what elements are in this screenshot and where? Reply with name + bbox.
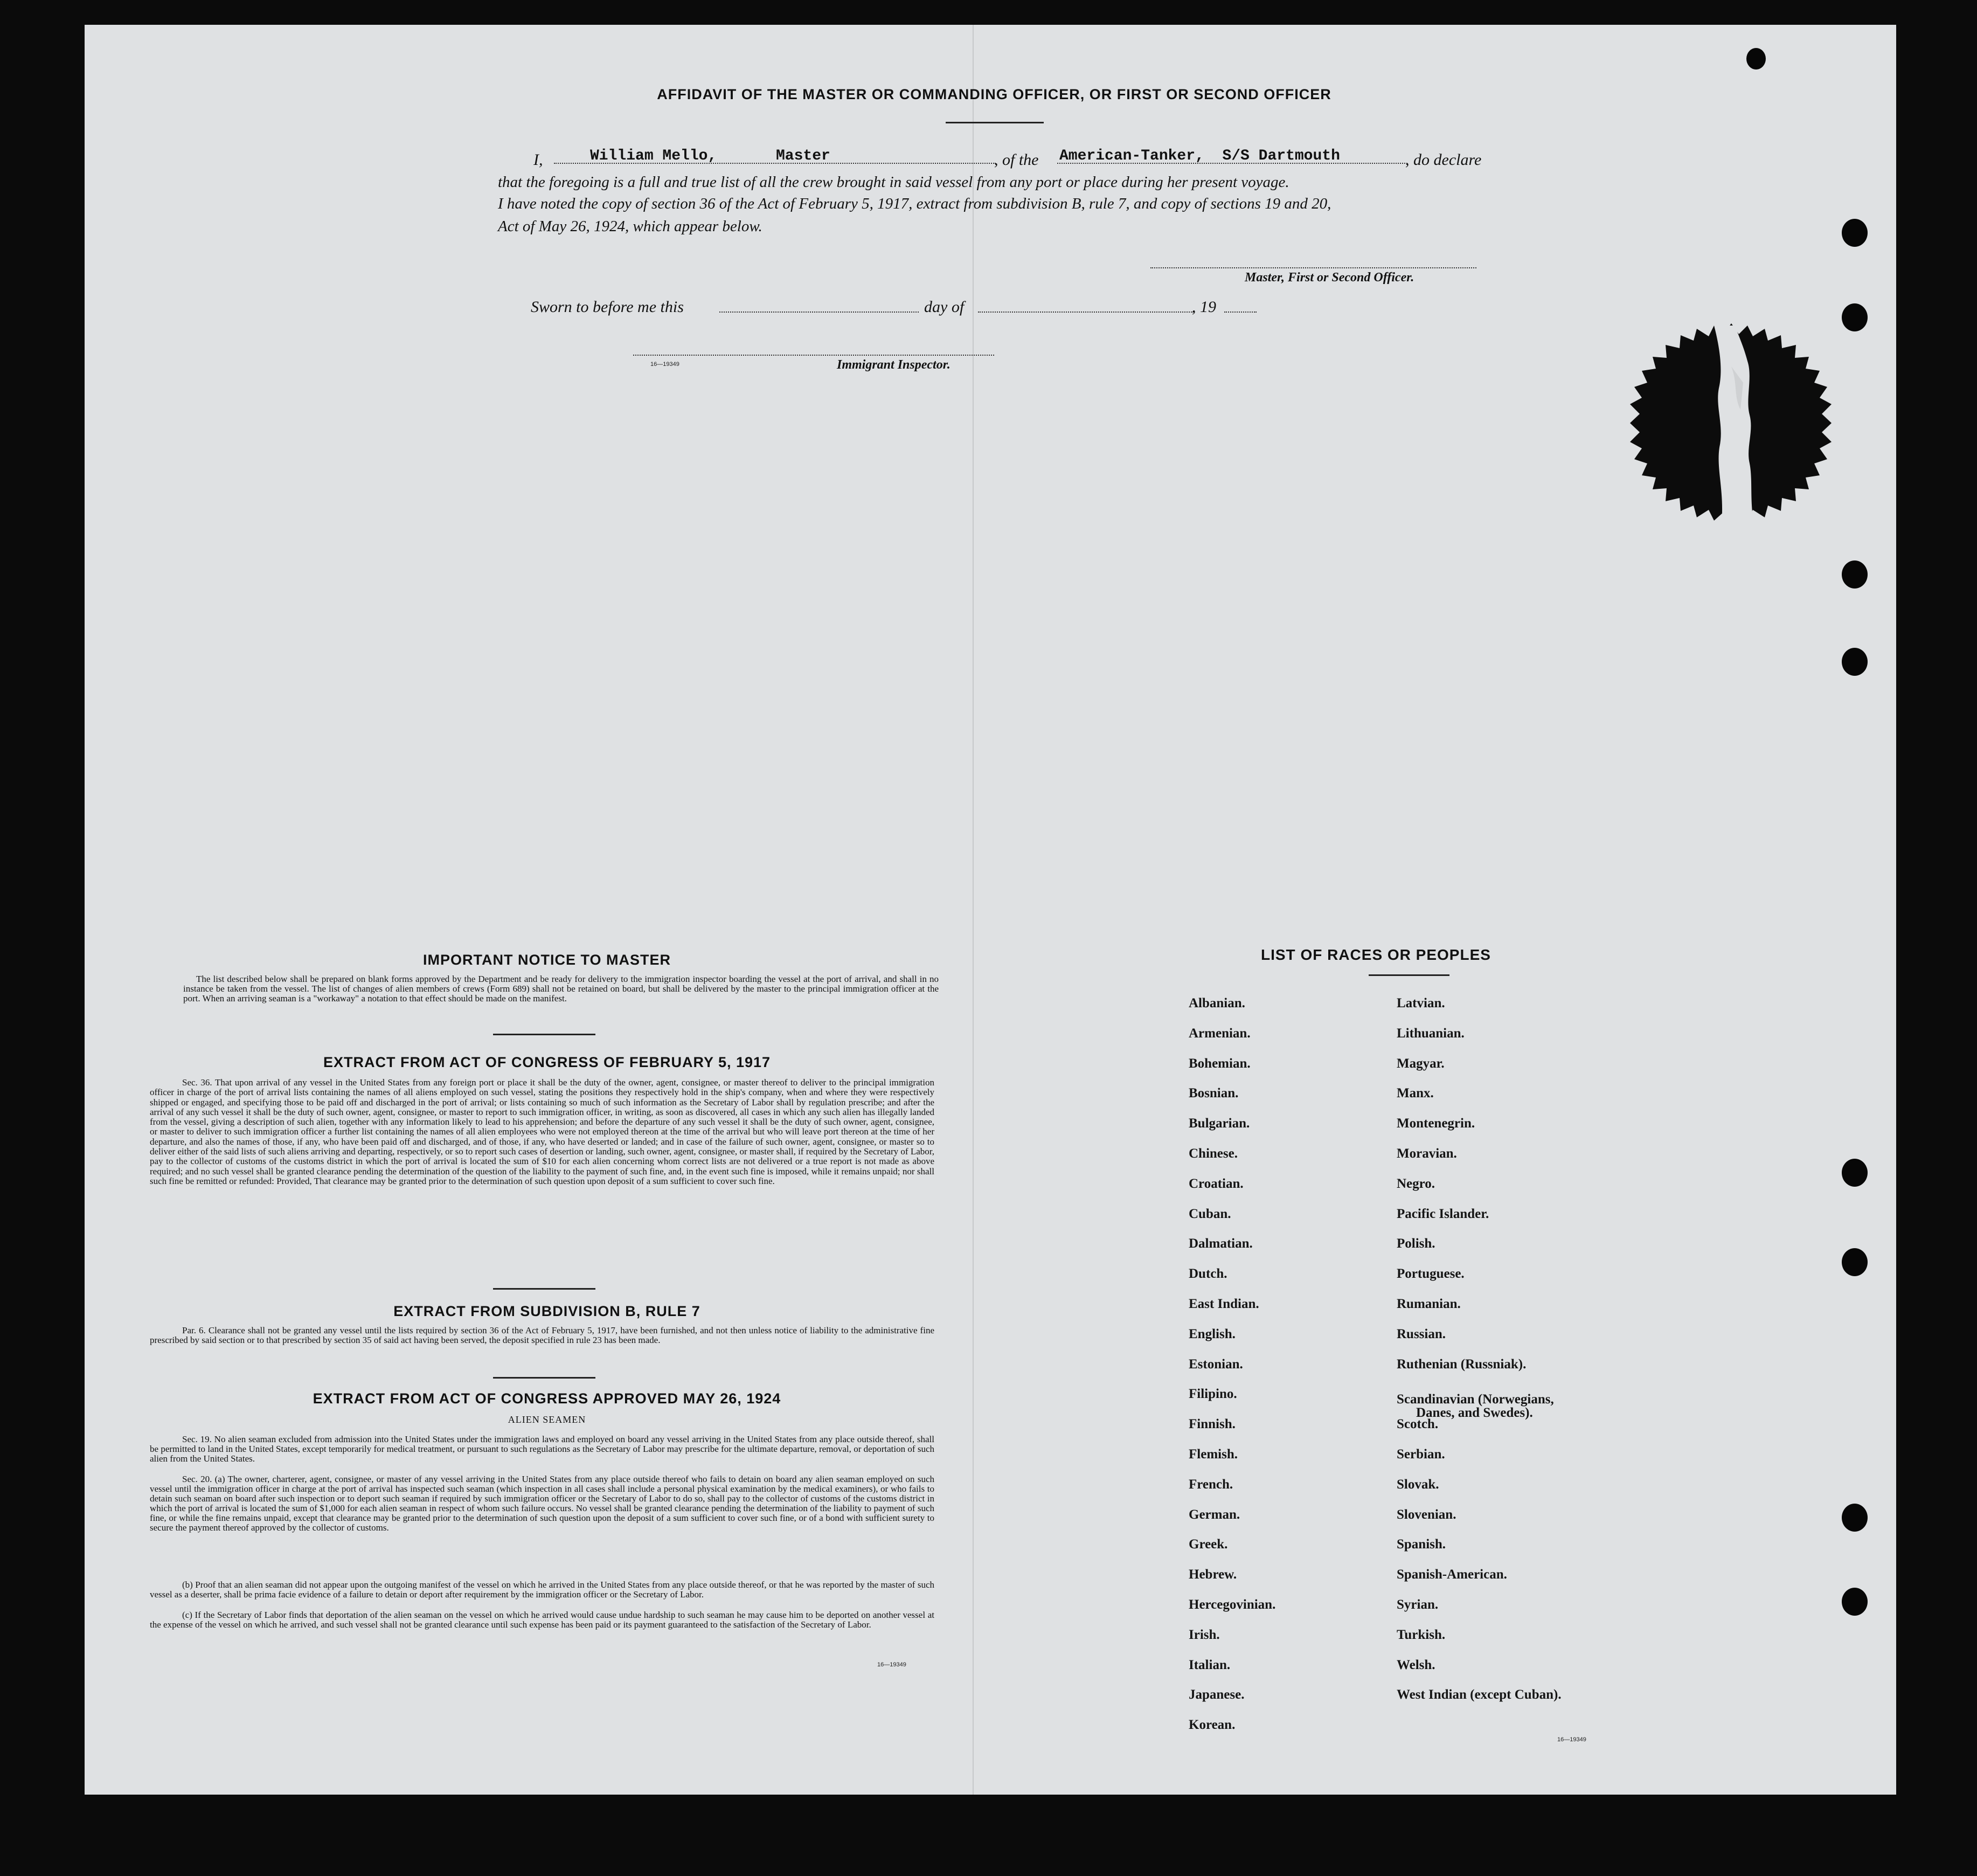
race-item: Chinese. [1189, 1146, 1238, 1161]
race-item: English. [1189, 1327, 1236, 1341]
punch-hole [1842, 1159, 1868, 1187]
master-name-field[interactable]: William Mello, [590, 148, 717, 164]
extract-1924-title: EXTRACT FROM ACT OF CONGRESS APPROVED MAY 26, 1924 [313, 1390, 781, 1407]
form-number: 16—19349 [1557, 1736, 1586, 1743]
race-item: Bosnian. [1189, 1086, 1239, 1100]
inspector-signature-line[interactable] [633, 355, 994, 356]
race-item: Croatian. [1189, 1176, 1244, 1191]
section-divider [493, 1377, 595, 1379]
race-item: Russian. [1397, 1327, 1446, 1341]
race-item: Montenegrin. [1397, 1116, 1475, 1131]
signature-caption: Master, First or Second Officer. [1245, 271, 1414, 285]
race-item: Italian. [1189, 1658, 1231, 1672]
race-item: Dalmatian. [1189, 1236, 1253, 1251]
race-item: Bulgarian. [1189, 1116, 1250, 1131]
extract-1924-sec20c: (c) If the Secretary of Labor finds that deportation of the alien seaman on the vessel on which he arrived would cause undue hardship to such seaman he may cause him to be deported on another vessel at the expense of the vessel on which he arrived, and such vessel shall not be granted clearance until such expense has been paid or its payment guaranteed to the satisfaction of the Secretary of Labor. [150, 1610, 934, 1630]
race-item: Moravian. [1397, 1146, 1457, 1161]
signature-line[interactable] [1150, 267, 1476, 268]
extract-1924-sec19: Sec. 19. No alien seaman excluded from admission into the United States under the immigration laws and employed on board any vessel arriving in the United States from any place outside thereof, shall be permitted to land in the United States, except temporarily for medical treatment, or pursuant to such regulations as the Secretary of Labor may prescribe for the ultimate departure, removal, or deportation of such alien from the United States. [150, 1434, 934, 1464]
race-item: Estonian. [1189, 1357, 1243, 1372]
extract-1924-sec20a: Sec. 20. (a) The owner, charterer, agent, consignee, or master of any vessel arriving in the United States from any place outside thereof who fails to detain on board any alien seaman employed on such vessel until the immigration officer in charge at the port of arrival has inspected such seaman (which inspection in all cases shall include a personal physical examination by the medical examiners), or who fails to detain such seaman on board after such inspection or to deport such seaman if required by such immigration officer or the Secretary of Labor to do so, shall pay to the collector of customs of the customs district in which the port of arrival is located the sum of $1,000 for each alien seaman in respect of whom such failure occurs. No vessel shall be granted clearance pending the determination of the liability to payment of such fine, or while the fine remains unpaid, except that clearance may be granted prior to the determination of such question upon the deposit of a sum sufficient to cover such fine, or of a bond with sufficient surety to secure the payment thereof approved by the collector of customs. [150, 1474, 934, 1533]
affidavit-line-4: Act of May 26, 1924, which appear below. [498, 218, 762, 235]
race-item: Serbian. [1397, 1447, 1445, 1462]
year-text: , 19 [1192, 298, 1216, 316]
affidavit-line-2: that the foregoing is a full and true list of all the crew brought in said vessel from any port or place during her present voyage. [498, 174, 1289, 191]
of-the-text: , of the [994, 151, 1039, 169]
day-of-text: day of [924, 298, 965, 316]
race-item: Hebrew. [1189, 1567, 1237, 1582]
race-item: Spanish. [1397, 1537, 1446, 1552]
punch-hole [1842, 1504, 1868, 1532]
extract-1917-body: Sec. 36. That upon arrival of any vessel in the United States from any foreign port or place it shall be the duty of the owner, agent, consignee, or master thereof to deliver to the principal immigration officer in charge of the port of arrival lists containing the names of all aliens employed on such vessel, stating the positions they respectively hold in the ship's company, when and where they were respectively shipped or engaged, and specifying those to be paid off and discharged in the port of arrival; or lists containing so much of such information as the Secretary of Labor shall by regulation prescribe; and after the arrival of any such vessel it shall be the duty of such owner, agent, consignee, or master to report to such immigration officer, in writing, as soon as discovered, all cases in which any such alien has illegally landed from the vessel, giving a description of such alien, together with any information likely to lead to his apprehension; and before the departure of any such vessel it shall be the duty of such owner, agent, consignee, or master to deliver to such immigration officer a further list containing the names of all alien employees who were not employed thereon at the time of the arrival but who will leave port thereon at the time of her departure, and also the names of those, if any, who have been paid off and discharged, and of those, if any, who have deserted or landed; and in case of the failure of such owner, agent, consignee, or master so to deliver either of the said lists of such aliens arriving and departing, respectively, or so to report such cases of desertion or landing, such owner, agent, consignee, or master shall, if required by the Secretary of Labor, pay to the collector of customs of the customs district in which the port of arrival is located the sum of $10 for each alien concerning whom correct lists are not delivered or a true report is not made as above required; and no such vessel shall be granted clearance pending the determination of the question of the liability to the payment of such fine, and, in the event such fine is imposed, while it remains unpaid; nor shall such fine be remitted or refunded: Provided, That clearance may be granted prior to the determination of such question upon deposit of a sum sufficient to cover such fine. [150, 1077, 934, 1186]
do-declare-text: , do declare [1405, 151, 1482, 169]
race-item: Hercegovinian. [1189, 1597, 1276, 1612]
race-item: Portuguese. [1397, 1266, 1465, 1281]
race-item: Slovenian. [1397, 1507, 1456, 1522]
race-item-scandinavian-cont: Danes, and Swedes). [1416, 1406, 1533, 1420]
inspector-caption: Immigrant Inspector. [837, 358, 951, 372]
section-divider [493, 1288, 595, 1290]
extract-1917-title: EXTRACT FROM ACT OF CONGRESS OF FEBRUARY 5, 1917 [323, 1054, 771, 1070]
race-item: German. [1189, 1507, 1240, 1522]
sworn-day-line[interactable] [719, 311, 919, 313]
race-item: Finnish. [1189, 1417, 1236, 1431]
punch-hole [1842, 1588, 1868, 1616]
punch-hole [1842, 219, 1868, 247]
sworn-month-line[interactable] [978, 311, 1194, 313]
section-divider [493, 1034, 595, 1035]
race-item: Lithuanian. [1397, 1026, 1465, 1041]
race-item: Latvian. [1397, 996, 1445, 1010]
center-fold [973, 25, 974, 1795]
master-rank-field[interactable]: Master [776, 148, 830, 164]
race-item: Armenian. [1189, 1026, 1251, 1041]
race-item: Spanish-American. [1397, 1567, 1507, 1582]
extract-1924-sec20b: (b) Proof that an alien seaman did not appear upon the outgoing manifest of the vessel on which he arrived in the United States from any place outside thereof, or that he was reported by the master of such vessel as a deserter, shall be prima facie evidence of a failure to detain or deport after requirement by the immigration officer or the Secretary of Labor. [150, 1580, 934, 1600]
race-item: Scotch. [1397, 1417, 1439, 1431]
race-item: Greek. [1189, 1537, 1228, 1552]
race-item: Flemish. [1189, 1447, 1238, 1462]
notice-body: The list described below shall be prepared on blank forms approved by the Department and be ready for delivery to the immigration inspector boarding the vessel at the port of arrival, and shall in no instance be taken from the vessel. The list of changes of alien members of crews (Form 689) shall not be retained on board, but shall be delivered by the master to the principal immigration officer at the port. When an arriving seaman is a "workaway" a notation to that effect should be made on the manifest. [183, 974, 939, 1003]
race-item: Rumanian. [1397, 1297, 1461, 1311]
sworn-year-line[interactable] [1224, 311, 1257, 313]
punch-hole [1842, 1248, 1868, 1276]
form-number: 16—19349 [650, 361, 679, 368]
extract-rule7-title: EXTRACT FROM SUBDIVISION B, RULE 7 [393, 1303, 700, 1319]
race-item: Irish. [1189, 1628, 1220, 1642]
affidavit-title: AFFIDAVIT OF THE MASTER OR COMMANDING OFFICER, OR FIRST OR SECOND OFFICER [657, 86, 1331, 102]
form-number: 16—19349 [877, 1662, 906, 1668]
notary-seal-stamp [1608, 307, 1862, 539]
race-item: Albanian. [1189, 996, 1245, 1010]
races-title: LIST OF RACES OR PEOPLES [1261, 946, 1491, 963]
vessel-name-field[interactable]: American-Tanker, S/S Dartmouth [1059, 148, 1340, 164]
race-item: Turkish. [1397, 1628, 1446, 1642]
race-item: Dutch. [1189, 1266, 1227, 1281]
race-item: Pacific Islander. [1397, 1207, 1489, 1221]
punch-hole [1842, 560, 1868, 589]
race-item: Korean. [1189, 1718, 1236, 1732]
punch-hole [1842, 648, 1868, 676]
race-item: Polish. [1397, 1236, 1435, 1251]
race-item: Cuban. [1189, 1207, 1231, 1221]
race-item: Welsh. [1397, 1658, 1435, 1672]
race-item: West Indian (except Cuban). [1397, 1687, 1562, 1702]
race-item: Japanese. [1189, 1687, 1245, 1702]
affidavit-line-3: I have noted the copy of section 36 of the Act of February 5, 1917, extract from subdivision B, rule 7, and copy of sections 19 and 20, [498, 195, 1331, 212]
race-item: Ruthenian (Russniak). [1397, 1357, 1527, 1372]
race-item: Manx. [1397, 1086, 1434, 1100]
race-item: Magyar. [1397, 1056, 1445, 1071]
race-item: French. [1189, 1477, 1233, 1492]
affidavit-i-prefix: I, [533, 151, 543, 169]
race-item: Bohemian. [1189, 1056, 1251, 1071]
race-item: Filipino. [1189, 1387, 1237, 1401]
race-item: Scandinavian (Norwegians, [1397, 1392, 1554, 1407]
race-item: Slovak. [1397, 1477, 1439, 1492]
notice-title: IMPORTANT NOTICE TO MASTER [423, 952, 671, 968]
extract-1924-subtitle: ALIEN SEAMEN [508, 1414, 586, 1425]
race-item: East Indian. [1189, 1297, 1259, 1311]
sworn-text: Sworn to before me this [531, 298, 684, 316]
races-title-underline [1369, 974, 1449, 976]
extract-rule7-body: Par. 6. Clearance shall not be granted any vessel until the lists required by section 36 of the Act of February 5, 1917, have been furnished, and not then unless notice of liability to the administrative fine prescribed by said section or to that prescribed by section 35 of said act having been served, the deposit specified in rule 23 has been made. [150, 1325, 934, 1345]
title-underline [946, 122, 1044, 123]
race-item: Syrian. [1397, 1597, 1439, 1612]
race-item: Negro. [1397, 1176, 1435, 1191]
punch-hole [1746, 48, 1766, 70]
